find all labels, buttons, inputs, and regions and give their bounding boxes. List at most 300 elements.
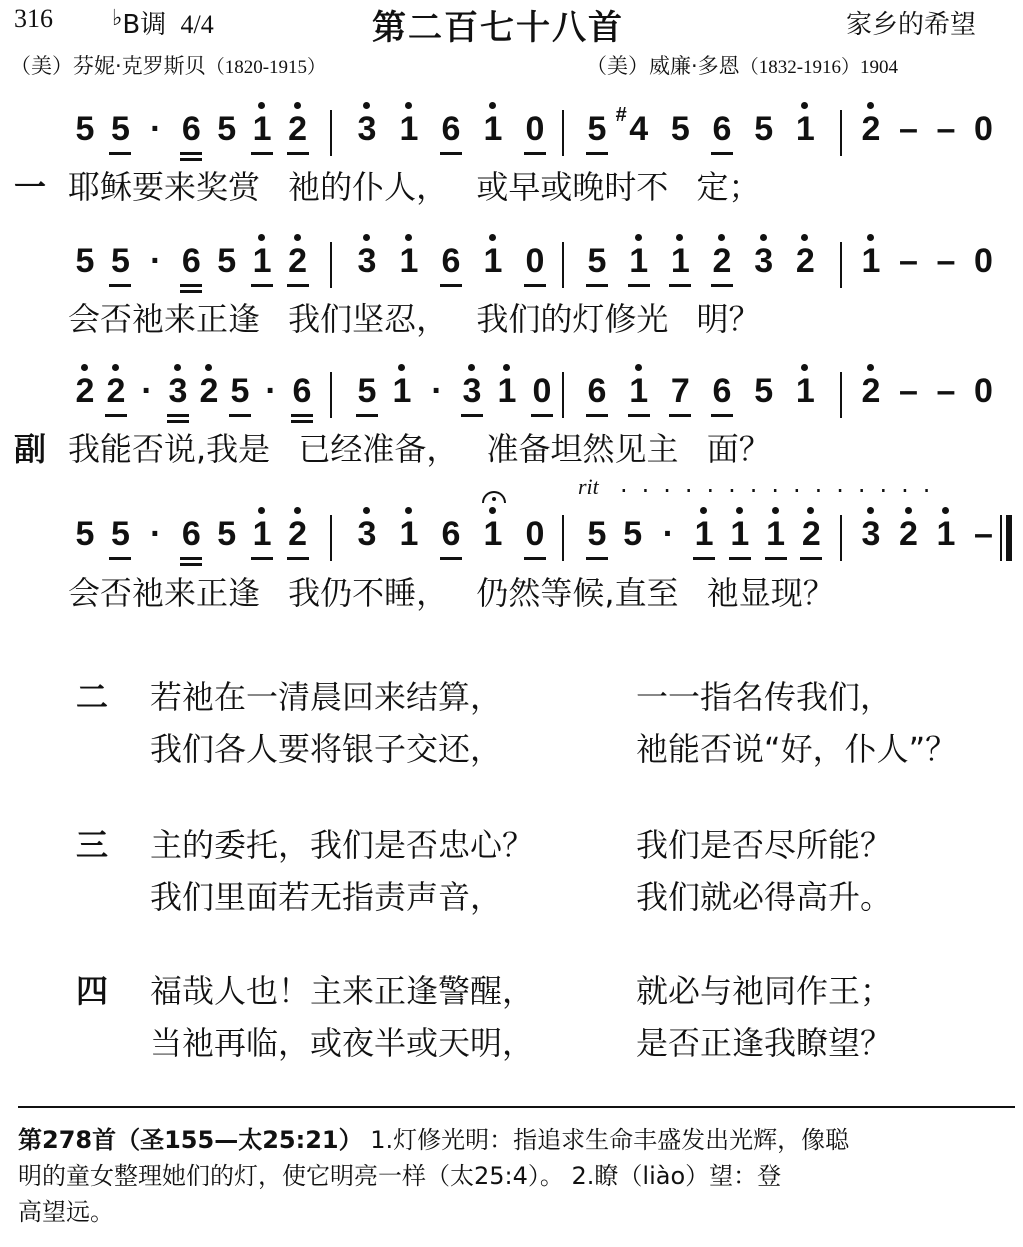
note (178, 112, 204, 146)
high-octave-dot (363, 507, 370, 514)
underline (765, 557, 787, 560)
note (667, 374, 693, 408)
note-digit: · (141, 372, 153, 410)
underline (669, 414, 691, 417)
high-octave-dot (398, 364, 405, 371)
note-digit: – (899, 110, 918, 148)
footnote (18, 1122, 1018, 1230)
verse-line: 祂能否说“好，仆人”？ (636, 730, 958, 768)
note-digit: · (431, 372, 443, 410)
note-digit: 2 (106, 372, 126, 410)
verse-label: 一 (14, 168, 47, 206)
note-digit: 1 (399, 515, 419, 553)
note (107, 517, 133, 551)
note-digit: 1 (629, 372, 649, 410)
underline (356, 414, 378, 417)
note (584, 374, 610, 408)
underline (440, 557, 462, 560)
note (709, 244, 735, 278)
verse-line: 我们是否尽所能？ (636, 826, 893, 864)
note-digit: 2 (795, 242, 815, 280)
verse-line: 我们各人要将银子交还， (150, 730, 503, 768)
barline (330, 110, 332, 156)
note-digit: 5 (110, 110, 130, 148)
note-digit: 7 (670, 372, 690, 410)
underline (167, 420, 189, 423)
note-digit: 2 (199, 372, 219, 410)
note-digit: 2 (712, 242, 732, 280)
note (615, 104, 652, 148)
barline (840, 110, 842, 156)
score-line (72, 232, 1012, 302)
underline (669, 284, 691, 287)
note (249, 244, 275, 278)
footnote-rule (18, 1106, 1015, 1108)
note (626, 244, 652, 278)
note (858, 517, 884, 551)
sharp-sign: # (615, 104, 627, 126)
verse-line: 我们里面若无指责声音， (150, 878, 503, 916)
high-octave-dot (635, 364, 642, 371)
final-barline-thin (1000, 515, 1002, 561)
note (792, 244, 818, 278)
note-digit: 2 (801, 515, 821, 553)
ritardando-dots: ............... (620, 470, 945, 498)
note (971, 112, 997, 146)
underline (291, 414, 313, 417)
verse-line: 是否正逢我瞭望？ (636, 1024, 893, 1062)
underline (524, 284, 546, 287)
note (792, 112, 818, 146)
note (196, 374, 222, 408)
underline (180, 158, 202, 161)
composer-years: （1832-1916）1904 (739, 57, 899, 78)
note-digit: 0 (974, 110, 993, 148)
high-octave-dot (258, 507, 265, 514)
note-digit: 0 (974, 372, 993, 410)
note (584, 244, 610, 278)
note-digit: 6 (441, 515, 461, 553)
note (691, 517, 717, 551)
underline (180, 152, 202, 155)
high-octave-dot (258, 102, 265, 109)
underline (251, 284, 273, 287)
note-digit: 6 (712, 110, 732, 148)
note-digit: 3 (462, 372, 482, 410)
underline (109, 284, 131, 287)
high-octave-dot (205, 364, 212, 371)
note (480, 517, 506, 551)
note-digit: 1 (861, 242, 881, 280)
note-digit: – (899, 242, 918, 280)
high-octave-dot (801, 234, 808, 241)
composer-credit (586, 50, 898, 80)
underline (586, 152, 608, 155)
high-octave-dot (801, 364, 808, 371)
lyric-line: 会否祂来正逢 我们坚忍， 我们的灯修光 明？ (68, 300, 761, 338)
high-octave-dot (489, 102, 496, 109)
note (438, 112, 464, 146)
note-digit: 5 (623, 515, 643, 553)
note-digit: – (936, 110, 956, 148)
note-digit: 0 (974, 242, 993, 280)
note-digit: – (936, 242, 956, 280)
underline (291, 420, 313, 423)
underline (524, 152, 546, 155)
note (751, 244, 777, 278)
note-digit: 0 (532, 372, 552, 410)
note-digit: 5 (754, 372, 774, 410)
note (620, 517, 646, 551)
note-digit: 3 (861, 515, 881, 553)
note (933, 374, 959, 408)
composer-name: （美）威廉·多恩 (586, 54, 740, 78)
note-digit: 1 (670, 242, 690, 280)
barline (840, 242, 842, 288)
underline (180, 557, 202, 560)
underline (693, 557, 715, 560)
high-octave-dot (736, 507, 743, 514)
note (858, 244, 884, 278)
note (354, 244, 380, 278)
note-digit: 5 (357, 372, 377, 410)
note (249, 112, 275, 146)
note-digit: 1 (252, 242, 272, 280)
note-digit: 1 (252, 515, 272, 553)
note-digit: 5 (230, 372, 250, 410)
note (178, 244, 204, 278)
note-digit: 3 (357, 242, 377, 280)
note (285, 112, 311, 146)
high-octave-dot (294, 102, 301, 109)
footnote-line3: 高望远。 (18, 1198, 114, 1226)
verse-number: 三 (76, 826, 109, 864)
note-digit: · (150, 515, 162, 553)
note (214, 517, 240, 551)
underline (711, 284, 733, 287)
footnote-reference: 第278首（圣155—太25:21） (18, 1126, 363, 1154)
note (933, 244, 959, 278)
note-digit: 3 (168, 372, 188, 410)
note (751, 374, 777, 408)
underline (229, 414, 251, 417)
note-digit: 5 (110, 515, 130, 553)
note (480, 112, 506, 146)
note (143, 517, 169, 551)
note (214, 244, 240, 278)
underline (586, 414, 608, 417)
note-digit: 1 (766, 515, 786, 553)
high-octave-dot (718, 234, 725, 241)
high-octave-dot (772, 507, 779, 514)
note (971, 517, 997, 551)
lyric-line: 会否祂来正逢 我仍不睡， 仍然等候,直至 祂显现？ (68, 574, 835, 612)
underline (440, 152, 462, 155)
barline (562, 515, 564, 561)
note (494, 374, 520, 408)
high-octave-dot (258, 234, 265, 241)
lyricist-credit (10, 50, 326, 80)
note (529, 374, 555, 408)
note-digit: 3 (754, 242, 774, 280)
high-octave-dot (676, 234, 683, 241)
note-digit: 2 (288, 110, 308, 148)
note (396, 517, 422, 551)
high-octave-dot (174, 364, 181, 371)
note-digit: 1 (252, 110, 272, 148)
high-octave-dot (294, 507, 301, 514)
note (72, 517, 98, 551)
barline (562, 110, 564, 156)
underline (287, 284, 309, 287)
note (103, 374, 129, 408)
note (584, 517, 610, 551)
note (354, 374, 380, 408)
note (522, 112, 548, 146)
key-signature (112, 4, 214, 41)
time-signature: 4/4 (180, 10, 214, 39)
underline (180, 284, 202, 287)
verse-line: 若祂在一清晨回来结算， (150, 678, 503, 716)
note (424, 374, 450, 408)
note (584, 112, 610, 146)
note (143, 244, 169, 278)
note (763, 517, 789, 551)
score-line (72, 100, 1012, 170)
tune-name: 家乡的希望 (846, 10, 977, 40)
note (396, 244, 422, 278)
note (896, 244, 922, 278)
note-digit: 5 (75, 515, 95, 553)
note-digit: · (662, 515, 675, 553)
note (285, 517, 311, 551)
note (522, 517, 548, 551)
note (971, 374, 997, 408)
note-digit: 5 (754, 110, 774, 148)
high-octave-dot (489, 507, 496, 514)
note (655, 517, 681, 551)
note (396, 112, 422, 146)
underline (105, 414, 127, 417)
barline (840, 515, 842, 561)
underline (586, 284, 608, 287)
verse-line: 我们就必得高升。 (636, 878, 893, 916)
note (709, 112, 735, 146)
high-octave-dot (807, 507, 814, 514)
note-digit: – (974, 515, 993, 553)
high-octave-dot (700, 507, 707, 514)
note-digit: – (899, 372, 918, 410)
lyric-line: 我能否说,我是 已经准备， 准备坦然见主 面？ (68, 430, 771, 468)
note (667, 112, 693, 146)
high-octave-dot (405, 234, 412, 241)
note-digit: 5 (75, 110, 95, 148)
underline (628, 414, 650, 417)
note (285, 244, 311, 278)
note-digit: 6 (181, 110, 201, 148)
note (896, 112, 922, 146)
note (667, 244, 693, 278)
high-octave-dot (363, 234, 370, 241)
note-digit: 6 (441, 110, 461, 148)
high-octave-dot (294, 234, 301, 241)
note-digit: 1 (483, 515, 503, 553)
note (709, 374, 735, 408)
note (354, 112, 380, 146)
note (258, 374, 284, 408)
underline (524, 557, 546, 560)
note-digit: 1 (936, 515, 956, 553)
note (971, 244, 997, 278)
note-digit: 6 (587, 372, 607, 410)
high-octave-dot (760, 234, 767, 241)
high-octave-dot (363, 102, 370, 109)
underline (711, 152, 733, 155)
high-octave-dot (405, 507, 412, 514)
note-digit: 5 (217, 110, 237, 148)
note-digit: 1 (497, 372, 517, 410)
underline (729, 557, 751, 560)
high-octave-dot (942, 507, 949, 514)
note (107, 112, 133, 146)
score-line (72, 362, 1012, 432)
high-octave-dot (489, 234, 496, 241)
note-digit: 5 (217, 242, 237, 280)
note-digit: 2 (861, 110, 881, 148)
note-digit: 6 (712, 372, 732, 410)
note-digit: 1 (694, 515, 714, 553)
high-octave-dot (867, 364, 874, 371)
underline (109, 152, 131, 155)
high-octave-dot (503, 364, 510, 371)
note (896, 374, 922, 408)
verse-number: 四 (76, 972, 109, 1010)
verse-line: 主的委托，我们是否忠心？ (150, 826, 535, 864)
note-digit: 0 (525, 515, 545, 553)
key-label: B调 (122, 10, 167, 40)
note (933, 112, 959, 146)
fermata-icon (482, 491, 506, 503)
note (626, 374, 652, 408)
note (107, 244, 133, 278)
note-digit: · (265, 372, 277, 410)
note-digit: 1 (392, 372, 412, 410)
underline (800, 557, 822, 560)
note (227, 374, 253, 408)
high-octave-dot (905, 507, 912, 514)
high-octave-dot (867, 234, 874, 241)
note-digit: 5 (587, 242, 607, 280)
note (480, 244, 506, 278)
barline (330, 242, 332, 288)
note-digit: 5 (75, 242, 95, 280)
underline (461, 414, 483, 417)
note (72, 244, 98, 278)
underline (440, 284, 462, 287)
verse-line: 就必与祂同作王； (636, 972, 893, 1010)
note (72, 112, 98, 146)
note-digit: 1 (629, 242, 649, 280)
final-barline-thick (1006, 515, 1012, 561)
lyric-line: 耶稣要来奖赏 祂的仆人， 或早或晚时不 定； (68, 168, 761, 206)
note (858, 112, 884, 146)
note-digit: 2 (288, 242, 308, 280)
note-digit: 2 (75, 372, 95, 410)
note-digit: 0 (525, 110, 545, 148)
underline (180, 563, 202, 566)
note-digit: 0 (525, 242, 545, 280)
underline (167, 414, 189, 417)
flat-symbol: ♭ (112, 5, 123, 30)
underline (251, 557, 273, 560)
verse-label: 副 (14, 430, 47, 468)
note-digit: 6 (292, 372, 312, 410)
high-octave-dot (81, 364, 88, 371)
barline (330, 515, 332, 561)
note (289, 374, 315, 408)
underline (251, 152, 273, 155)
verse-line: 福哉人也！主来正逢警醒， (150, 972, 535, 1010)
note-digit: 4 (629, 110, 649, 148)
page-number: 316 (14, 4, 53, 33)
footnote-line2: 明的童女整理她们的灯，使它明亮一样（太25:4）。 2.瞭（liào）望：登 (18, 1162, 782, 1190)
note (438, 517, 464, 551)
underline (531, 414, 553, 417)
high-octave-dot (468, 364, 475, 371)
note-digit: 6 (441, 242, 461, 280)
note (165, 374, 191, 408)
note-digit: 2 (288, 515, 308, 553)
note-digit: 3 (357, 110, 377, 148)
note-digit: 1 (399, 242, 419, 280)
verse-line: 一一指名传我们， (636, 678, 893, 716)
hymn-title: 第二百七十八首 (372, 8, 624, 48)
underline (628, 284, 650, 287)
note-digit: 1 (730, 515, 750, 553)
note-digit: 2 (899, 515, 918, 553)
note-digit: 1 (795, 110, 815, 148)
note (389, 374, 415, 408)
note-digit: 2 (861, 372, 881, 410)
underline (180, 290, 202, 293)
underline (586, 557, 608, 560)
underline (287, 152, 309, 155)
high-octave-dot (112, 364, 119, 371)
note-digit: – (936, 372, 956, 410)
barline (330, 372, 332, 418)
high-octave-dot (867, 102, 874, 109)
note-digit: 5 (110, 242, 130, 280)
note-digit: 6 (181, 242, 201, 280)
note (459, 374, 485, 408)
note (143, 112, 169, 146)
note-digit: 5 (217, 515, 237, 553)
verse-line: 当祂再临，或夜半或天明， (150, 1024, 535, 1062)
note (727, 517, 753, 551)
barline (840, 372, 842, 418)
high-octave-dot (405, 102, 412, 109)
ritardando-mark: rit (578, 474, 599, 499)
lyricist-years: （1820-1915） (205, 57, 327, 78)
underline (109, 557, 131, 560)
note (249, 517, 275, 551)
note-digit: 5 (670, 110, 690, 148)
high-octave-dot (801, 102, 808, 109)
note-digit: · (150, 242, 162, 280)
underline (711, 414, 733, 417)
note-digit: 6 (181, 515, 201, 553)
lyricist-name: （美）芬妮·克罗斯贝 (10, 54, 206, 78)
